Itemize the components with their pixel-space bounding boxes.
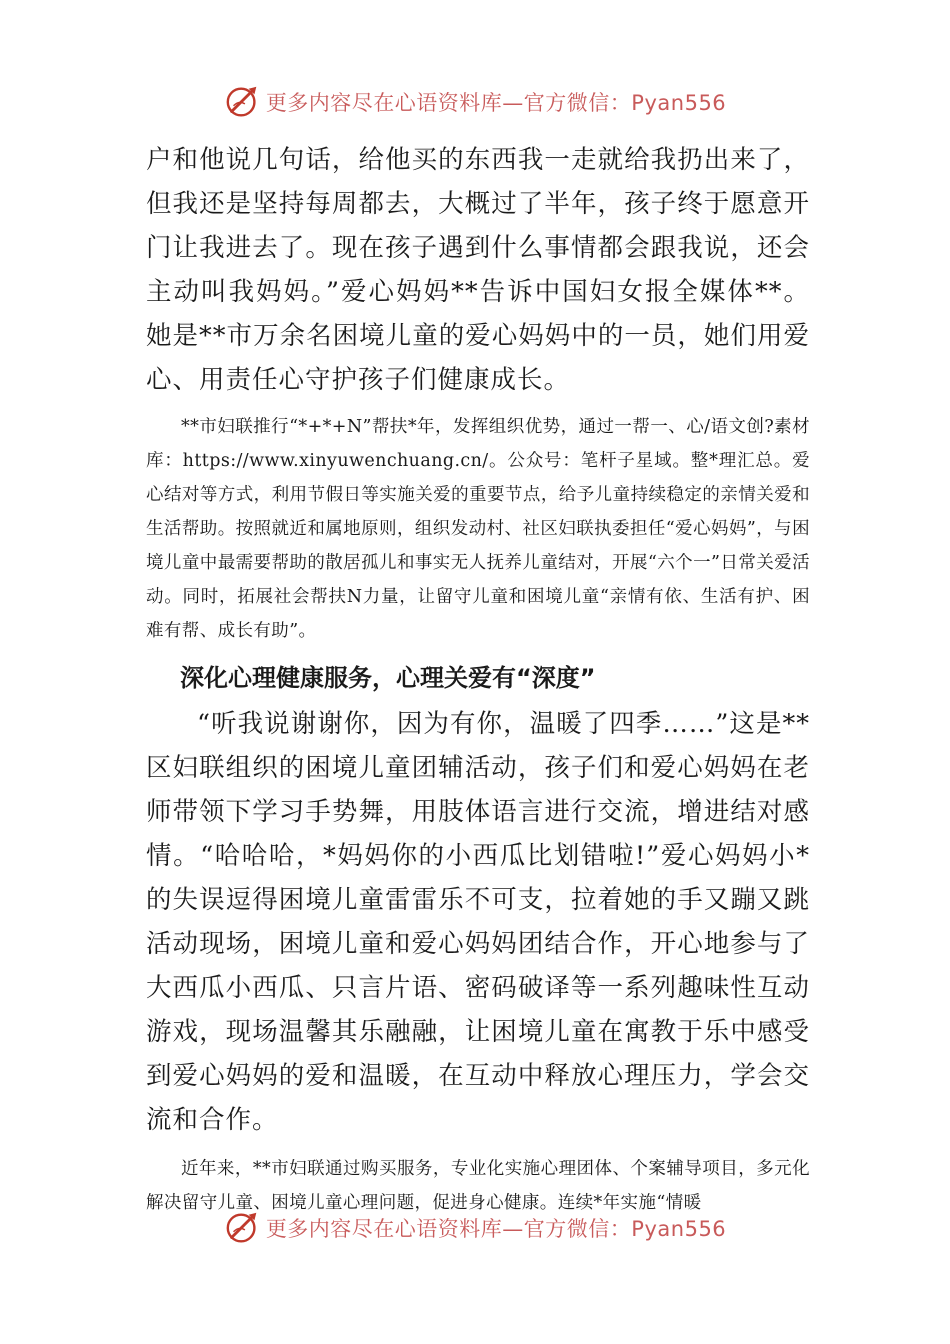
- paragraph-4: 近年来，**市妇联通过购买服务，专业化实施心理团体、个案辅导项目，多元化解决留守儿童、困境儿童心理问题，促进身心健康。连续*年实施“情暖: [146, 1159, 810, 1213]
- paragraph-1: 户和他说几句话，给他买的东西我一走就给我扔出来了，但我还是坚持每周都去，大概过了半年，孩子终于愿意开门让我进去了。现在孩子遇到什么事情都会跟我说，还会主动叫我妈妈。”爱心妈妈**告诉中国妇女报全媒体**。她是**市万余名困境儿童的爱心妈妈中的一员，她们用爱心、用责任心守护孩子们健康成长。: [146, 145, 810, 395]
- header-banner-text: 更多内容尽在心语资料库—官方微信：Pyan556: [265, 91, 727, 115]
- paragraph-2: **市妇联推行“*+*+N”帮扶*年，发挥组织优势，通过一帮一、心/语文创?素材库：https://www.xinyuwenchuang.cn/。公众号：笔杆子星域。整*理汇总。爱心结对等方式，利用节假日等实施关爱的重要节点，给予儿童持续稳定的亲情关爱和生活帮助。按照就近和属地原则，组织发动村、社区妇联执委担任“爱心妈妈”，与困境儿童中最需要帮助的散居孤儿和事实无人抚养儿童结对，开展“六个一”日常关爱活动。同时，拓展社会帮扶N力量，让留守儿童和困境儿童“亲情有依、生活有护、困难有帮、成长有助”。: [146, 417, 810, 641]
- header-banner: [0, 82, 950, 122]
- footer-banner: [0, 1208, 950, 1248]
- section-heading: 深化心理健康服务，心理关爱有“深度”: [180, 664, 596, 692]
- paragraph-3: “听我说谢谢你，因为有你，温暖了四季……”这是**区妇联组织的困境儿童团辅活动，孩子们和爱心妈妈在老师带领下学习手势舞，用肢体语言进行交流，增进结对感情。“哈哈哈，*妈妈你的小西瓜比划错啦!”爱心妈妈小*的失误逗得困境儿童雷雷乐不可支，拉着她的手又蹦又跳活动现场，困境儿童和爱心妈妈团结合作，开心地参与了大西瓜小西瓜、只言片语、密码破译等一系列趣味性互动游戏，现场温馨其乐融融，让困境儿童在寓教于乐中感受到爱心妈妈的爱和温暖，在互动中释放心理压力，学会交流和合作。: [146, 709, 810, 1135]
- document-body: [146, 138, 810, 1220]
- footer-banner-text: 更多内容尽在心语资料库—官方微信：Pyan556: [265, 1217, 727, 1241]
- pen-logo-icon: [224, 1209, 262, 1247]
- pen-logo-icon: [224, 83, 262, 121]
